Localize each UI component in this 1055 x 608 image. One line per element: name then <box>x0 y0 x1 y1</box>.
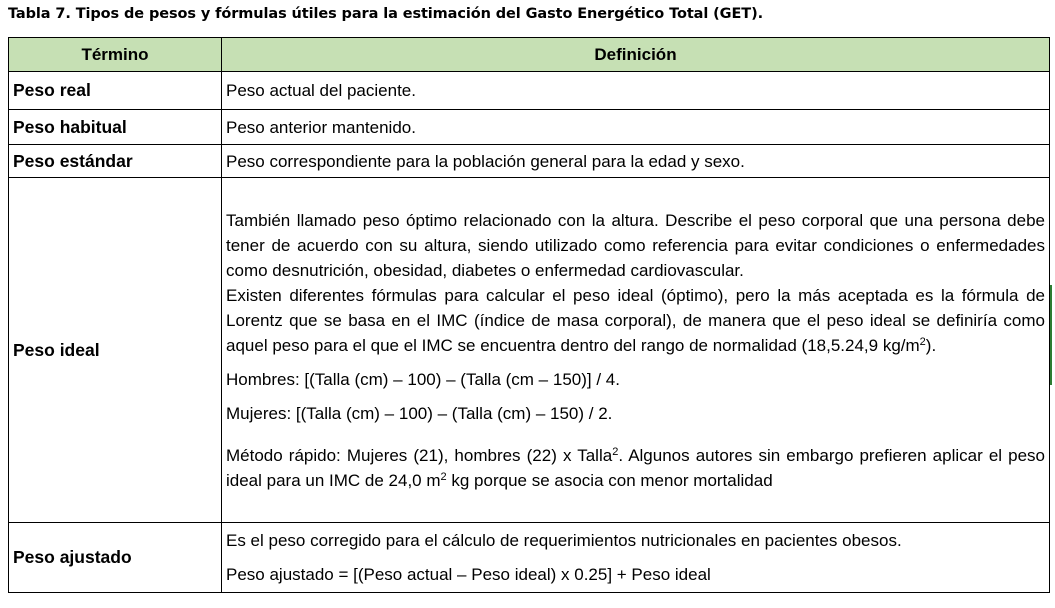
header-term: Término <box>9 38 222 72</box>
table-header-row <box>9 38 1050 72</box>
metodo-superscript-1: 2 <box>612 445 619 458</box>
metodo-superscript-2: 2 <box>440 470 447 483</box>
term-peso-estandar: Peso estándar <box>9 145 222 178</box>
lorentz-text: Existen diferentes fórmulas para calcular el peso ideal (óptimo), pero la más aceptada es la fórmula de Lorentz que se basa en el IMC (índice de masa corporal), de manera que el peso ideal se definiría como aquel peso para el que el IMC se encuentra dentro del rango de normalidad (18,5.24,9 kg/m <box>226 285 1045 355</box>
lorentz-end: ). <box>925 335 937 355</box>
table-caption: Tabla 7. Tipos de pesos y fórmulas útiles para la estimación del Gasto Energético Total (GET). <box>8 6 764 22</box>
header-definition: Definición <box>222 38 1050 72</box>
formula-mujeres: Mujeres: [(Talla (cm) – 100) – (Talla (cm) – 150) / 2. <box>226 403 613 423</box>
term-peso-ideal: Peso ideal <box>9 178 222 523</box>
peso-ajustado-formula: Peso ajustado = [(Peso actual – Peso ideal) x 0.25] + Peso ideal <box>226 565 711 584</box>
metodo-text-b: . Algunos autores sin embargo prefieren aplicar el peso ideal para un IMC de 24,0 m <box>226 445 1045 490</box>
metodo-text-a: Método rápido: Mujeres (21), hombres (22) x Talla <box>226 445 613 465</box>
table-row <box>9 145 1050 178</box>
lorentz-superscript: 2 <box>919 335 926 348</box>
definition-peso-habitual: Peso anterior mantenido. <box>222 110 1050 145</box>
definition-peso-ideal <box>222 178 1050 523</box>
table-row <box>9 72 1050 110</box>
green-edge-marker <box>1050 285 1052 385</box>
term-peso-ajustado: Peso ajustado <box>9 523 222 593</box>
table-row <box>9 178 1050 523</box>
peso-ideal-description: También llamado peso óptimo relacionado con la altura. Describe el peso corporal que una persona debe tener de acuerdo con su altura, siendo utilizado como referencia para evitar condiciones o enfermedades como desnutrición, obesidad, diabetes o enfermedad cardiovascular. <box>226 210 1045 280</box>
definition-peso-real: Peso actual del paciente. <box>222 72 1050 110</box>
metodo-rapido <box>226 443 1045 493</box>
table-row <box>9 110 1050 145</box>
term-peso-real: Peso real <box>9 72 222 110</box>
formula-hombres: Hombres: [(Talla (cm) – 100) – (Talla (cm – 150)] / 4. <box>226 369 620 389</box>
peso-ajustado-description: Es el peso corregido para el cálculo de requerimientos nutricionales en pacientes obesos. <box>226 531 902 550</box>
definition-peso-ajustado <box>222 523 1050 593</box>
definition-peso-estandar: Peso correspondiente para la población general para la edad y sexo. <box>222 145 1050 178</box>
term-peso-habitual: Peso habitual <box>9 110 222 145</box>
table-row <box>9 523 1050 593</box>
peso-ideal-lorentz <box>226 283 1045 358</box>
metodo-text-c: kg porque se asocia con menor mortalidad <box>446 470 773 490</box>
weights-table <box>8 37 1050 593</box>
